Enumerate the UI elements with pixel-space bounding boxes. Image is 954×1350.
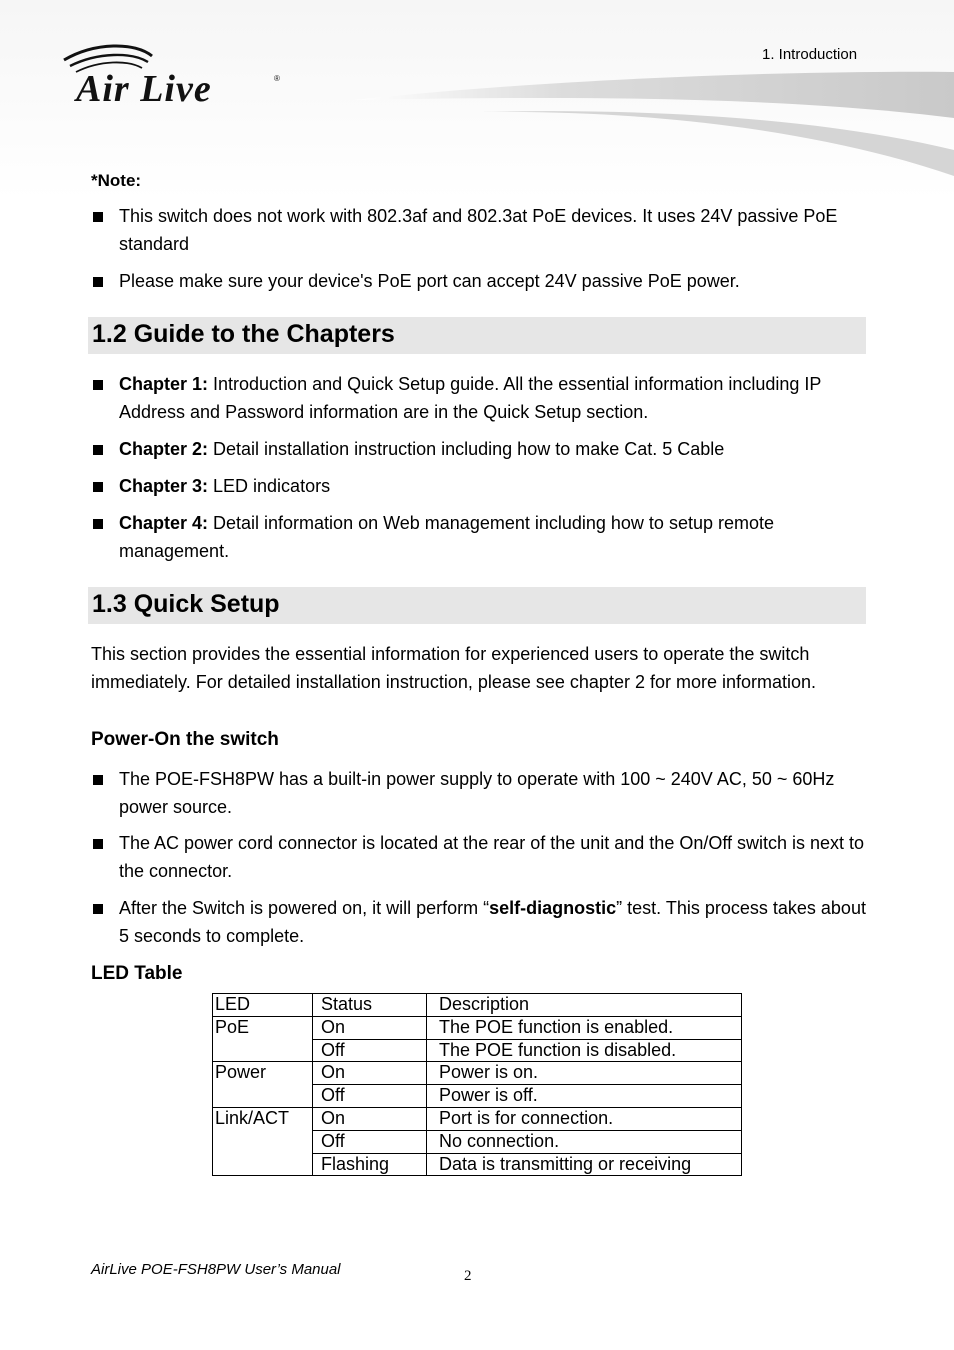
table-row xyxy=(213,1153,742,1176)
table-header-row xyxy=(213,994,742,1017)
chapter-label-3: Chapter 3: xyxy=(119,476,209,496)
bullet-square-icon xyxy=(93,445,103,455)
table-cell: PoE xyxy=(213,1016,313,1039)
table-cell: The POE function is enabled. xyxy=(427,1016,742,1039)
table-row xyxy=(213,1016,742,1039)
table-header-cell: LED xyxy=(213,994,313,1017)
table-row xyxy=(213,1107,742,1130)
section-heading-guide xyxy=(88,317,866,354)
bullet-square-icon xyxy=(93,482,103,492)
table-row xyxy=(213,1039,742,1062)
led-table-heading: LED Table xyxy=(91,963,183,984)
bullet-square-icon xyxy=(93,904,103,914)
bullet-square-icon xyxy=(93,212,103,222)
header-banner xyxy=(0,0,954,205)
bullet-square-icon xyxy=(93,519,103,529)
table-cell xyxy=(213,1153,313,1176)
chapter-label: 1. Introduction xyxy=(762,46,858,63)
table-cell: Off xyxy=(313,1085,427,1108)
list-item-text: This switch does not work with 802.3af and 802.3at PoE devices. It uses 24V passive PoE standard xyxy=(119,206,838,254)
section-title: 1.3 Quick Setup xyxy=(92,590,280,618)
table-cell: On xyxy=(313,1016,427,1039)
chapter-desc-4: Detail information on Web management including how to setup remote management. xyxy=(119,513,774,561)
bullet-square-icon xyxy=(93,839,103,849)
table-cell: Off xyxy=(313,1130,427,1153)
diag-text-after: ” test. This process takes about 5 seconds to complete. xyxy=(119,898,866,946)
table-row xyxy=(213,1130,742,1153)
table-cell: The POE function is disabled. xyxy=(427,1039,742,1062)
table-header-cell: Description xyxy=(427,994,742,1017)
chapter-label-4: Chapter 4: xyxy=(119,513,209,533)
table-cell: No connection. xyxy=(427,1130,742,1153)
footer-manual-title: AirLive POE-FSH8PW User’s Manual xyxy=(91,1261,341,1278)
list-item-text: Please make sure your device's PoE port can accept 24V passive PoE power. xyxy=(119,271,740,291)
table-cell xyxy=(213,1039,313,1062)
table-row xyxy=(213,1085,742,1108)
bullet-square-icon xyxy=(93,775,103,785)
table-cell: Power xyxy=(213,1062,313,1085)
table-cell: Off xyxy=(313,1039,427,1062)
note-title: *Note: xyxy=(91,171,142,190)
diag-text-before: After the Switch is powered on, it will perform “ xyxy=(119,898,490,918)
diag-text-bold: self-diagnostic xyxy=(489,898,617,918)
section-title: 1.2 Guide to the Chapters xyxy=(92,320,395,348)
chapter-desc-3: LED indicators xyxy=(208,476,331,496)
table-cell xyxy=(213,1130,313,1153)
led-table xyxy=(212,993,742,1176)
intro-paragraph: This section provides the essential information for experienced users to operate the switch immediately. For detailed installation instruction, please see chapter 2 for more information. xyxy=(91,644,817,692)
bullet-square-icon xyxy=(93,380,103,390)
table-cell: Link/ACT xyxy=(213,1107,313,1130)
table-cell: Port is for connection. xyxy=(427,1107,742,1130)
table-cell: Power is off. xyxy=(427,1085,742,1108)
table-cell: Data is transmitting or receiving xyxy=(427,1153,742,1176)
table-cell xyxy=(213,1085,313,1108)
page-number: 2 xyxy=(464,1268,472,1284)
power-on-heading: Power-On the switch xyxy=(91,729,279,750)
table-header-cell: Status xyxy=(313,994,427,1017)
svg-text:®: ® xyxy=(274,74,280,83)
table-cell: On xyxy=(313,1062,427,1085)
bullet-square-icon xyxy=(93,277,103,287)
chapter-label-2: Chapter 2: xyxy=(119,439,209,459)
list-item-text: The POE-FSH8PW has a built-in power supply to operate with 100 ~ 240V AC, 50 ~ 60Hz power source. xyxy=(119,769,835,817)
list-item-text: The AC power cord connector is located at the rear of the unit and the On/Off switch is next to the connector. xyxy=(119,833,865,881)
chapter-desc-2: Detail installation instruction including how to make Cat. 5 Cable xyxy=(208,439,725,459)
chapter-desc-1: Introduction and Quick Setup guide. All the essential information including IP Address and Password information are in the Quick Setup section. xyxy=(119,374,822,422)
table-cell: Flashing xyxy=(313,1153,427,1176)
table-row xyxy=(213,1062,742,1085)
svg-text:Air Live: Air Live xyxy=(76,68,212,110)
section-heading-quick-setup xyxy=(88,587,866,624)
table-cell: Power is on. xyxy=(427,1062,742,1085)
table-cell: On xyxy=(313,1107,427,1130)
chapter-label-1: Chapter 1: xyxy=(119,374,209,394)
